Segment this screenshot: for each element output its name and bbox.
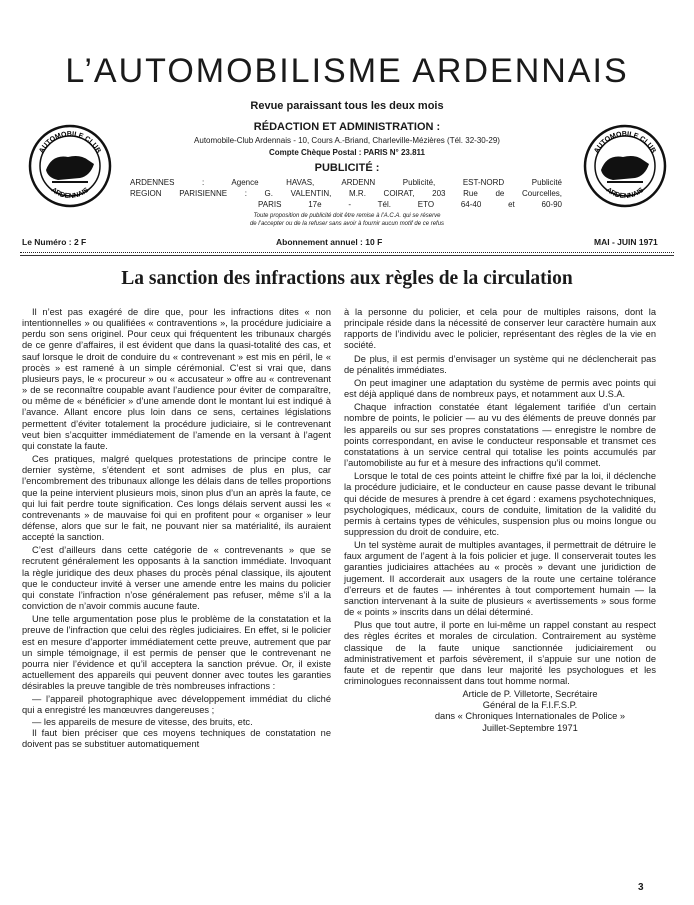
logo-text-bottom: ARDENNAIS xyxy=(49,186,91,201)
publicite-line: ARDENNES : Agence HAVAS, ARDENN Publicité, EST-NORD Publicité xyxy=(130,178,562,187)
credit-line: Juillet-Septembre 1971 xyxy=(482,722,578,733)
paragraph: Chaque infraction constatée étant légalement tarifiée d’un certain nombre de points, le policier — au vu des éléments de preuve donnés par les appareils ou sur ses propres constatations — enregistre le nombre de points correspondant, en avise le conducteur responsable et transmet ces constatations à un service central qui totalise les points accumulés par l’automobiliste au fur et à mesure des infractions qu’il commet. xyxy=(344,402,656,469)
masthead-subtitle: Revue paraissant tous les deux mois xyxy=(250,100,444,112)
logo-text-top: AUTOMOBILE CLUB xyxy=(593,130,657,155)
issue-date: MAI - JUIN 1971 xyxy=(594,237,658,247)
fine-print: de l’accepter ou de la refuser sans avoir à fournir aucun motif de ce refus xyxy=(249,221,445,227)
list-item: — l’appareil photographique avec développement immédiat du cliché qui a enregistré les manœuvres dangereuses ; xyxy=(22,694,331,716)
paragraph: On peut imaginer une adaptation du système de permis avec points qui est déjà appliqué dans de nombreux pays, et notamment aux U.S.A. xyxy=(344,377,656,400)
publicite-heading: PUBLICITÉ : xyxy=(314,162,380,174)
paragraph: Il faut bien préciser que ces moyens techniques de constatation ne doivent pas se substituer automatiquement xyxy=(22,727,331,749)
paragraph: Ces pratiques, malgré quelques protestations de principe contre le dernier système, s’étendent et sont admises de plus en plus, car l’encombrement des tribunaux allonge les délais dans de telles proportions que la peine intervient plusieurs mois, sinon plus d’un an après la faute, ce qui lui fait perdre toute signification. Ces longs délais servent aussi les « contrevenants » de mauvaise foi qui en profitent pour « organiser » leur défense, alors que sur le fait, ne pouvant nier sa matérialité, ils auraient accepté la sanction. xyxy=(22,454,331,543)
logo-text-top: AUTOMOBILE CLUB xyxy=(38,130,102,155)
article-credit xyxy=(344,689,656,734)
paragraph: à la personne du policier, et cela pour de multiples raisons, dont la principale réside dans la nécessité de conserver leur caractère humain aux rapports de l’individu avec le policier, représentant des règles de la vie en société. xyxy=(344,307,656,351)
masthead-title: L’AUTOMOBILISME ARDENNAIS xyxy=(65,52,629,90)
credit-line: dans « Chroniques Internationales de Police » xyxy=(434,711,626,722)
paragraph: Lorsque le total de ces points atteint le chiffre fixé par la loi, il déclenche la procédure judiciaire, et le conducteur en cause passe devant le tribunal qui décide de mesures à prendre à cet égard : examens psychotechniques, psychologiques, médicaux, cours de conduite, limitation de la validité du permis à certains types de véhicules, suspension plus ou moins longue ou suppression du droit de conduire, etc. xyxy=(344,471,656,537)
credit-line: Général de la F.I.F.S.P. xyxy=(482,700,578,711)
credit-line: Article de P. Villetorte, Secrétaire xyxy=(462,689,598,700)
paragraph: Plus que tout autre, il porte en lui-même un rappel constant au respect des règles écrites et morales de circulation. Contrairement au système classique de la faute unique sanctionnée judiciairement ou administrativement et parfois sévèrement, il s’appuie sur une notion de faute et de repentir que dans leur majorité les psychologues et les criminologues reconnaissent dans tout homme normal. xyxy=(344,620,656,686)
article-column-left xyxy=(22,307,331,752)
paragraph: Il n’est pas exagéré de dire que, pour les infractions dites « non intentionnelles » ou qualifiées « contraventions », la procédure judiciaire a perdu son sens originel. Pour ceux qui fréquentent les tribunaux chargés de ce genre d’affaires, il est évident que dans la quasi-totalité des cas, et sauf lorsque le droit de conduire du « contrevenant » est mis en péril, le « procès » est ramené à un simple cérémonial. C’est si vrai que, dans plusieurs pays, le « procureur » ou « accusateur » offre au « contrevenant » de se reconnaître coupable avant l’audience pour éviter de comparaître, ou même de « bénéficier » d’une amende dont le montant lui est indiqué à l’avance. Allant encore plus loin dans ce sens, certaines législations permettent d’éviter totalement la procédure judiciaire, si le contrevenant veut bien s’acquitter immédiatement de l’amende en la versant à l’agent qui constate la faute. xyxy=(22,307,331,451)
list-item: — les appareils de mesure de vitesse, des bruits, etc. xyxy=(32,716,253,727)
issue-price: Le Numéro : 2 F xyxy=(22,237,87,247)
paragraph: Un tel système aurait de multiples avantages, il permettrait de détruire le faux argument de l’agent à la fois policier et juge. Il conserverait toutes les garanties judiciaires attachées au « procès » devant une juridiction de jugement. Il accorderait aux usagers de la route une certaine tolérance d’erreurs et de fautes — inhérentes à tout comportement humain — la sanction intervenant à la suite de plusieurs « avertissements » sous forme de « points » inscrits dans un délai déterminé. xyxy=(344,540,656,618)
club-logo-right xyxy=(583,124,667,208)
subscription-price: Abonnement annuel : 10 F xyxy=(276,237,383,247)
page-number: 3 xyxy=(638,882,644,893)
paragraph: Une telle argumentation pose plus le problème de la constatation et la preuve de l’infraction que celui des règles judiciaires. En effet, si le policier est en mesure d’apporter immédiatement cette preuve, autrement que par un simple témoignage, il est permis de penser que le contrevenant ne pourra nier l’évidence et qu’il acceptera la sanction prévue. Or, il existe actuellement des appareils qui peuvent donner avec toutes les garanties désirables la preuve tangible de très nombreuses infractions : xyxy=(22,614,331,692)
fine-print: Toute proposition de publicité doit être remise à l’A.C.A. qui se réserve xyxy=(253,213,441,219)
publicite-line: REGION PARISIENNE : G. VALENTIN, M.R. COIRAT, 203 Rue de Courcelles, xyxy=(130,189,562,198)
publicite-line: PARIS 17e - Tél. ETO 64-40 et 60-90 xyxy=(258,200,562,209)
club-logo-left xyxy=(28,124,112,208)
compte-cheque: Compte Chèque Postal : PARIS N° 23.811 xyxy=(269,148,425,157)
redaction-address: Automobile-Club Ardennais - 10, Cours A.-Briand, Charleville-Mézières (Tél. 32-30-29) xyxy=(194,136,500,145)
article-column-right xyxy=(344,307,656,734)
header-rule xyxy=(20,255,674,256)
redaction-heading: RÉDACTION ET ADMINISTRATION : xyxy=(253,121,441,133)
logo-text-bottom: ARDENNAIS xyxy=(604,186,646,201)
paragraph: De plus, il est permis d’envisager un système qui ne déclencherait pas de pénalités immédiates. xyxy=(344,353,656,375)
article-headline: La sanction des infractions aux règles de la circulation xyxy=(121,268,573,289)
paragraph: C’est d’ailleurs dans cette catégorie de « contrevenants » que se recrutent généralement les opposants à la sanction immédiate. Invoquant la règle juridique des deux phases du procès pénal classique, ils ajoutent que le conducteur invité à verser une amende entre les mains du policier qui constate l’infraction n’ose généralement pas refuser, même s’il a la conviction de n’avoir commis aucune faute. xyxy=(22,545,331,612)
header-rule xyxy=(20,252,674,253)
